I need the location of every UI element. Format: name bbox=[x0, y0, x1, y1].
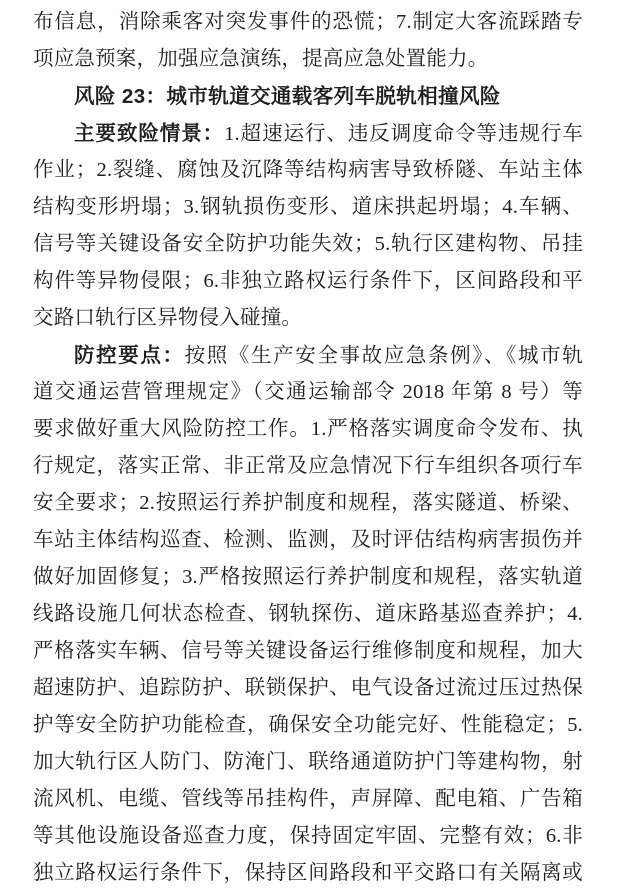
scenario-label: 主要致险情景： bbox=[74, 122, 225, 145]
text-line: 超速防护、追踪防护、联锁保护、电气设备过流过压过热保 bbox=[33, 677, 583, 699]
text-line: 道交通运营管理规定》（交通运输部令 2018 年第 8 号）等 bbox=[33, 381, 583, 403]
text-line: 护等安全防护功能检查，确保安全功能完好、性能稳定；5. bbox=[33, 714, 583, 736]
text-line: 交路口轨行区异物侵入碰撞。 bbox=[33, 307, 303, 329]
text-line: 加大轨行区人防门、防淹门、联络通道防护门等建构物，射 bbox=[33, 751, 583, 773]
text-line: 构件等异物侵限；6.非独立路权运行条件下，区间路段和平 bbox=[33, 270, 583, 292]
text-line: 流风机、电缆、管线等吊挂构件，声屏障、配电箱、广告箱 bbox=[33, 788, 583, 810]
line-text: 1.超速运行、违反调度命令等违规行车 bbox=[224, 123, 583, 145]
line-text: 按照《生产安全事故应急条例》、《城市轨 bbox=[184, 345, 583, 367]
text-line: 布信息，消除乘客对突发事件的恐慌；7.制定大客流踩踏专 bbox=[33, 11, 583, 33]
prevention-label: 防控要点： bbox=[74, 344, 185, 367]
text-line: 线路设施几何状态检查、钢轨探伤、道床路基巡查养护；4. bbox=[33, 603, 583, 625]
text-line: 等其他设施设备巡查力度，保持固定牢固、完整有效；6.非 bbox=[33, 825, 583, 847]
risk-heading: 风险 23：城市轨道交通载客列车脱轨相撞风险 bbox=[74, 85, 501, 108]
text-line bbox=[33, 115, 583, 152]
text-line bbox=[33, 337, 583, 374]
text-line: 作业；2.裂缝、腐蚀及沉降等结构病害导致桥隧、车站主体 bbox=[33, 159, 583, 181]
text-line: 信号等关键设备安全防护功能失效；5.轨行区建构物、吊挂 bbox=[33, 233, 583, 255]
text-line: 行规定，落实正常、非正常及应急情况下行车组织各项行车 bbox=[33, 455, 583, 477]
text-line: 安全要求；2.按照运行养护制度和规程，落实隧道、桥梁、 bbox=[33, 492, 583, 514]
text-line: 车站主体结构巡查、检测、监测，及时评估结构病害损伤并 bbox=[33, 529, 583, 551]
text-line: 要求做好重大风险防控工作。1.严格落实调度命令发布、执 bbox=[33, 418, 583, 440]
text-line: 独立路权运行条件下，保持区间路段和平交路口有关隔离或 bbox=[33, 862, 583, 884]
text-line: 结构变形坍塌；3.钢轨损伤变形、道床拱起坍塌；4.车辆、 bbox=[33, 196, 583, 218]
text-line: 做好加固修复；3.严格按照运行养护制度和规程，落实轨道 bbox=[33, 566, 583, 588]
text-line: 严格落实车辆、信号等关键设备运行维修制度和规程，加大 bbox=[33, 640, 583, 662]
text-line: 项应急预案，加强应急演练，提高应急处置能力。 bbox=[33, 48, 489, 70]
